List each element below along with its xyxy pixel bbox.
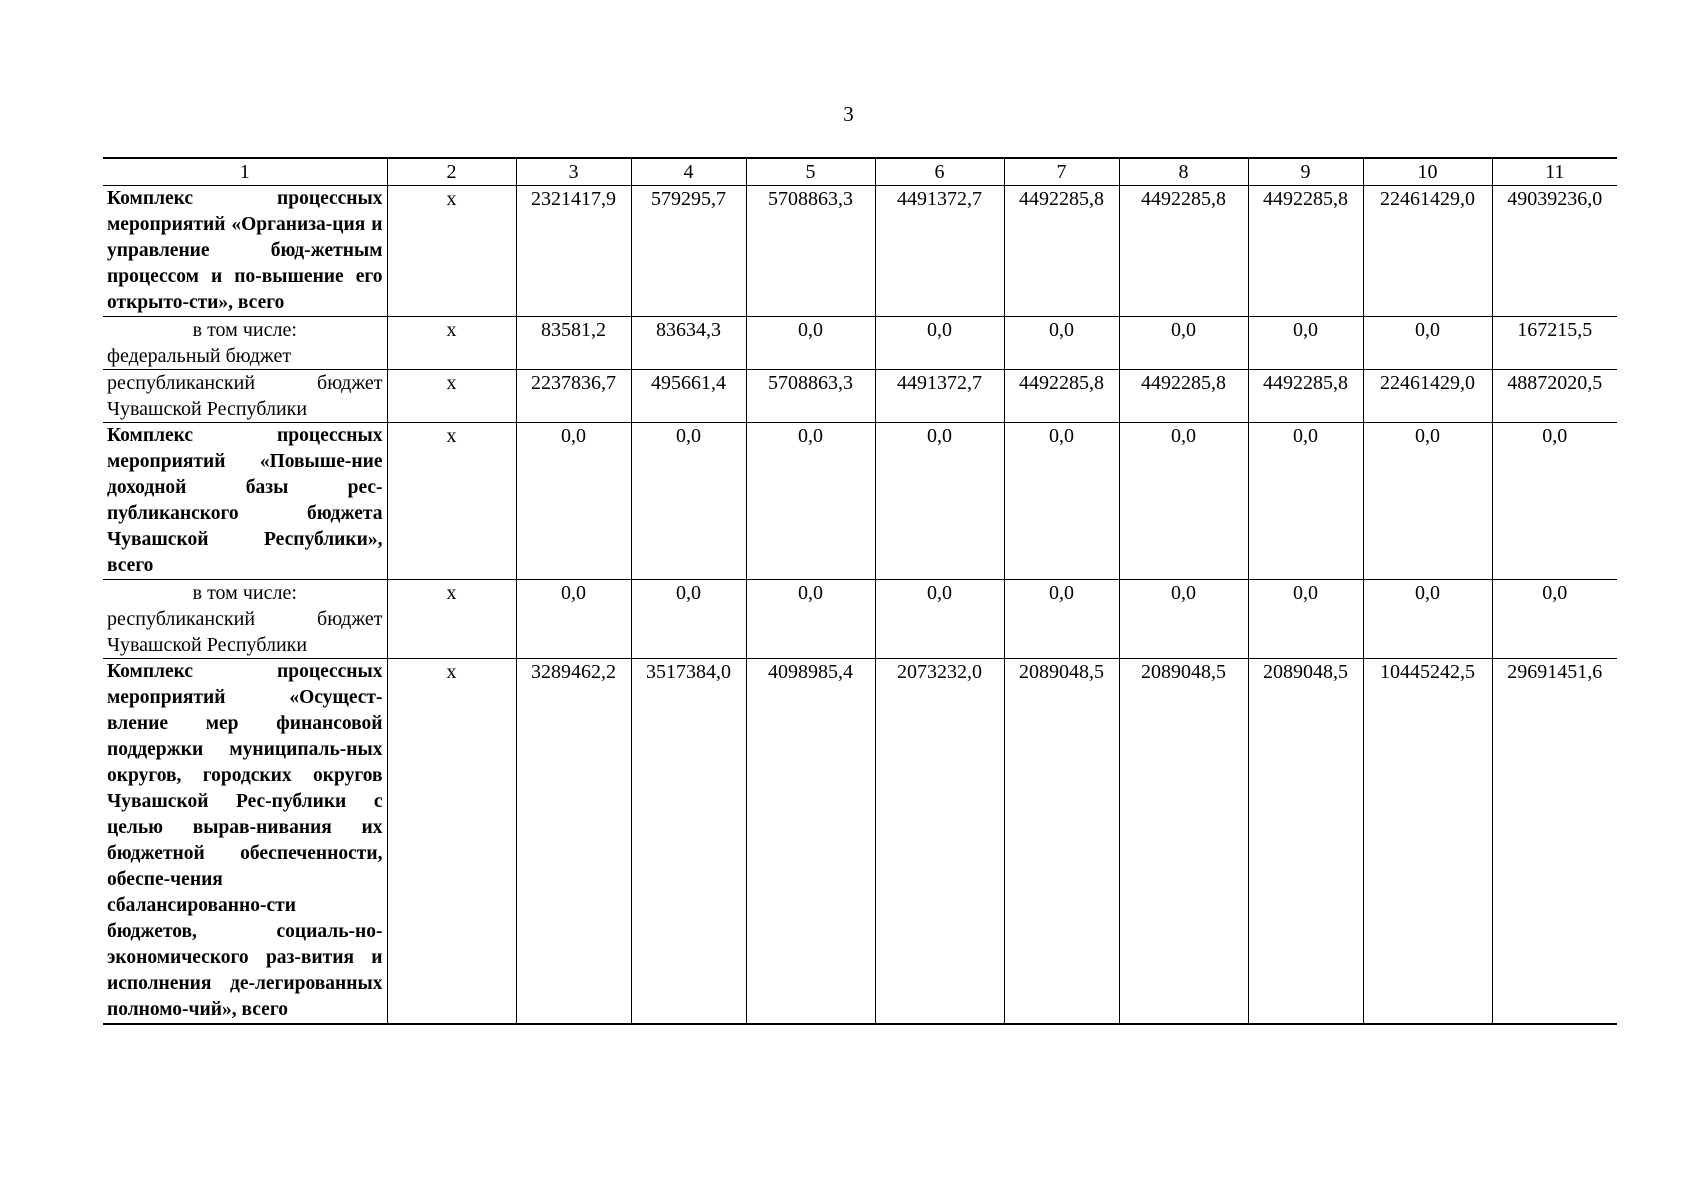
value-cell-col-3: 3289462,2 [516,659,631,1025]
value-cell-col-11: 49039236,0 [1492,186,1617,317]
row-name: Комплекс процессных мероприятий «Организа-ция и управление бюд-жетным процессом и по-вышение его открыто-сти», всего [107,188,383,313]
value-cell-col-4: 3517384,0 [631,659,746,1025]
row-code-cell: х [387,317,516,370]
value-cell-col-10: 22461429,0 [1363,186,1492,317]
value-cell-col-8: 0,0 [1119,580,1248,659]
value-cell-col-11: 0,0 [1492,580,1617,659]
value-cell-col-7: 0,0 [1004,580,1119,659]
value-cell-col-9: 2089048,5 [1248,659,1363,1025]
row-name-prefix: в том числе: [192,582,297,604]
row-name: республиканский бюджет Чувашской Республики [107,608,383,656]
column-number-1: 1 [103,158,387,186]
row-code-cell: х [387,659,516,1025]
value-cell-col-5: 0,0 [746,317,875,370]
value-cell-col-3: 83581,2 [516,317,631,370]
value-cell-col-5: 0,0 [746,580,875,659]
column-number-row [103,158,1617,186]
value-cell-col-8: 4492285,8 [1119,370,1248,423]
row-name-prefix: в том числе: [192,319,297,341]
value-cell-col-9: 4492285,8 [1248,370,1363,423]
table-row [103,317,1617,370]
value-cell-col-10: 10445242,5 [1363,659,1492,1025]
value-cell-col-9: 0,0 [1248,423,1363,580]
value-cell-col-8: 0,0 [1119,423,1248,580]
value-cell-col-10: 0,0 [1363,317,1492,370]
column-number-5: 5 [746,158,875,186]
value-cell-col-10: 0,0 [1363,423,1492,580]
value-cell-col-9: 0,0 [1248,580,1363,659]
value-cell-col-3: 2237836,7 [516,370,631,423]
value-cell-col-4: 83634,3 [631,317,746,370]
budget-table [103,157,1617,1025]
value-cell-col-6: 2073232,0 [875,659,1004,1025]
table-body [103,158,1617,1024]
row-name-cell [103,659,387,1025]
value-cell-col-5: 5708863,3 [746,186,875,317]
value-cell-col-11: 48872020,5 [1492,370,1617,423]
value-cell-col-10: 0,0 [1363,580,1492,659]
row-name: федеральный бюджет [107,345,292,367]
value-cell-col-6: 0,0 [875,580,1004,659]
row-name-cell [103,580,387,659]
column-number-4: 4 [631,158,746,186]
row-name-cell [103,317,387,370]
row-code-cell: х [387,423,516,580]
column-number-10: 10 [1363,158,1492,186]
column-number-7: 7 [1004,158,1119,186]
value-cell-col-5: 0,0 [746,423,875,580]
column-number-9: 9 [1248,158,1363,186]
value-cell-col-7: 2089048,5 [1004,659,1119,1025]
value-cell-col-11: 29691451,6 [1492,659,1617,1025]
value-cell-col-11: 167215,5 [1492,317,1617,370]
value-cell-col-4: 0,0 [631,423,746,580]
column-number-2: 2 [387,158,516,186]
row-code-cell: х [387,186,516,317]
column-number-8: 8 [1119,158,1248,186]
value-cell-col-6: 0,0 [875,317,1004,370]
value-cell-col-6: 0,0 [875,423,1004,580]
value-cell-col-5: 5708863,3 [746,370,875,423]
value-cell-col-3: 0,0 [516,580,631,659]
value-cell-col-6: 4491372,7 [875,370,1004,423]
table-row [103,370,1617,423]
column-number-11: 11 [1492,158,1617,186]
value-cell-col-5: 4098985,4 [746,659,875,1025]
row-name-cell [103,186,387,317]
value-cell-col-8: 4492285,8 [1119,186,1248,317]
value-cell-col-7: 4492285,8 [1004,370,1119,423]
page-number: 3 [843,102,854,126]
value-cell-col-11: 0,0 [1492,423,1617,580]
value-cell-col-9: 4492285,8 [1248,186,1363,317]
table-row [103,423,1617,580]
row-name: Комплекс процессных мероприятий «Осущест-вление мер финансовой поддержки муниципаль-ных округов, городских округов Чувашской Рес-публики с целью вырав-нивания их бюджетной обеспеченности, обеспе-чения сбалансированно-сти бюджетов, социаль-но-экономического раз-вития и исполнения де-легированных полномо-чий», всего [107,661,383,1020]
table-row [103,186,1617,317]
value-cell-col-6: 4491372,7 [875,186,1004,317]
value-cell-col-4: 495661,4 [631,370,746,423]
value-cell-col-7: 4492285,8 [1004,186,1119,317]
value-cell-col-10: 22461429,0 [1363,370,1492,423]
value-cell-col-8: 2089048,5 [1119,659,1248,1025]
value-cell-col-7: 0,0 [1004,317,1119,370]
value-cell-col-7: 0,0 [1004,423,1119,580]
value-cell-col-3: 0,0 [516,423,631,580]
value-cell-col-9: 0,0 [1248,317,1363,370]
value-cell-col-8: 0,0 [1119,317,1248,370]
row-name: республиканский бюджет Чувашской Республики [107,372,383,420]
row-name-cell [103,423,387,580]
row-name: Комплекс процессных мероприятий «Повыше-ние доходной базы рес-публиканского бюджета Чувашской Республики», всего [107,425,383,576]
table-row [103,659,1617,1025]
column-number-6: 6 [875,158,1004,186]
row-code-cell: х [387,580,516,659]
value-cell-col-3: 2321417,9 [516,186,631,317]
value-cell-col-4: 0,0 [631,580,746,659]
row-name-cell [103,370,387,423]
column-number-3: 3 [516,158,631,186]
row-code-cell: х [387,370,516,423]
value-cell-col-4: 579295,7 [631,186,746,317]
table-row [103,580,1617,659]
